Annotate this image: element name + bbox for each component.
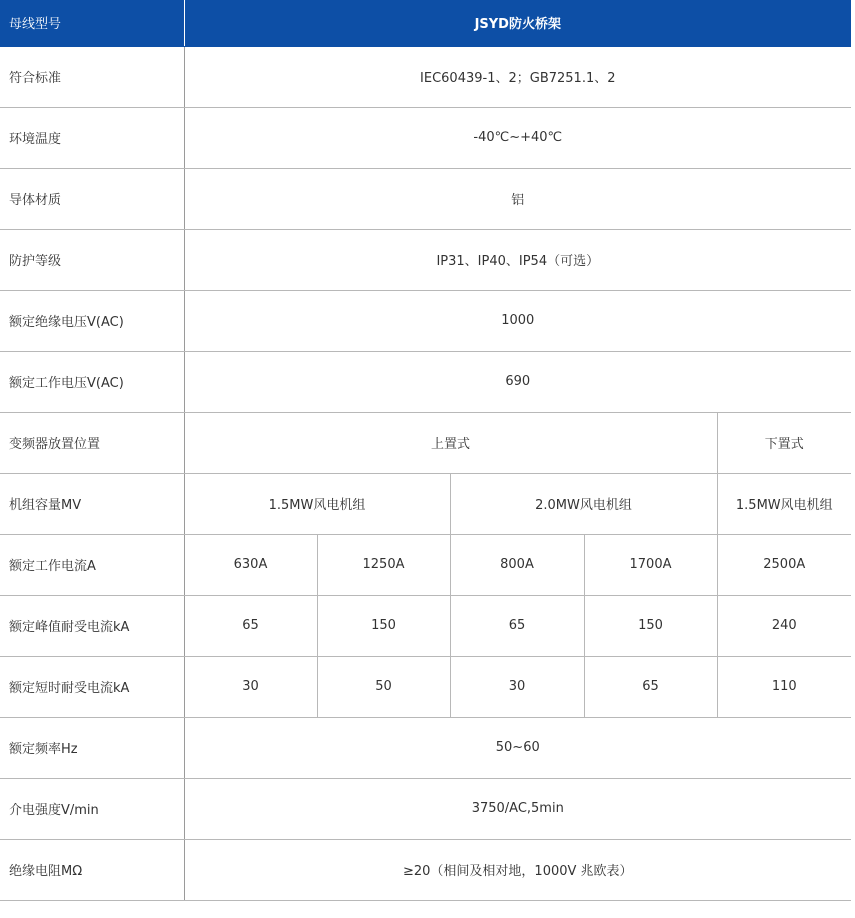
table-row bbox=[0, 656, 851, 717]
row-label: 额定工作电压V(AC) bbox=[0, 351, 184, 412]
row-label: 绝缘电阻MΩ bbox=[0, 839, 184, 900]
row-value: 150 bbox=[317, 595, 450, 656]
row-value: ≥20（相间及相对地，1000V 兆欧表） bbox=[184, 839, 851, 900]
table-row bbox=[0, 290, 851, 351]
table-row bbox=[0, 595, 851, 656]
row-label: 变频器放置位置 bbox=[0, 412, 184, 473]
header-label: 母线型号 bbox=[0, 0, 184, 46]
row-value: 30 bbox=[184, 656, 317, 717]
row-value: 65 bbox=[584, 656, 717, 717]
row-value: 65 bbox=[184, 595, 317, 656]
row-value: 800A bbox=[450, 534, 584, 595]
table-row bbox=[0, 839, 851, 900]
table-row bbox=[0, 168, 851, 229]
row-value: 150 bbox=[584, 595, 717, 656]
row-label: 符合标准 bbox=[0, 46, 184, 107]
table-row bbox=[0, 351, 851, 412]
row-value: 3750/AC,5min bbox=[184, 778, 851, 839]
row-value: 2.0MW风电机组 bbox=[450, 473, 717, 534]
row-value: 1700A bbox=[584, 534, 717, 595]
row-value: 630A bbox=[184, 534, 317, 595]
table-row bbox=[0, 229, 851, 290]
row-label: 额定绝缘电压V(AC) bbox=[0, 290, 184, 351]
table-row bbox=[0, 778, 851, 839]
row-value: 50~60 bbox=[184, 717, 851, 778]
row-value: -40℃~+40℃ bbox=[184, 107, 851, 168]
row-value: 30 bbox=[450, 656, 584, 717]
table-header-row bbox=[0, 0, 851, 46]
row-value: IP31、IP40、IP54（可选） bbox=[184, 229, 851, 290]
row-value: 50 bbox=[317, 656, 450, 717]
table-row bbox=[0, 46, 851, 107]
row-value: 110 bbox=[717, 656, 851, 717]
row-label: 机组容量MV bbox=[0, 473, 184, 534]
header-value: JSYD防火桥架 bbox=[184, 0, 851, 46]
row-value-lower: 下置式 bbox=[717, 412, 851, 473]
table-row bbox=[0, 107, 851, 168]
row-label: 环境温度 bbox=[0, 107, 184, 168]
table-row bbox=[0, 412, 851, 473]
row-value: 1000 bbox=[184, 290, 851, 351]
row-value: IEC60439-1、2；GB7251.1、2 bbox=[184, 46, 851, 107]
row-label: 额定峰值耐受电流kA bbox=[0, 595, 184, 656]
row-value: 240 bbox=[717, 595, 851, 656]
row-value: 1.5MW风电机组 bbox=[717, 473, 851, 534]
row-value: 1250A bbox=[317, 534, 450, 595]
row-value: 690 bbox=[184, 351, 851, 412]
row-label: 额定短时耐受电流kA bbox=[0, 656, 184, 717]
row-value: 1.5MW风电机组 bbox=[184, 473, 450, 534]
table-row bbox=[0, 534, 851, 595]
table-row bbox=[0, 473, 851, 534]
row-value-upper: 上置式 bbox=[184, 412, 717, 473]
row-label: 防护等级 bbox=[0, 229, 184, 290]
row-value: 铝 bbox=[184, 168, 851, 229]
row-label: 额定频率Hz bbox=[0, 717, 184, 778]
row-value: 2500A bbox=[717, 534, 851, 595]
row-label: 额定工作电流A bbox=[0, 534, 184, 595]
row-value: 65 bbox=[450, 595, 584, 656]
table-row bbox=[0, 717, 851, 778]
row-label: 导体材质 bbox=[0, 168, 184, 229]
row-label: 介电强度V/min bbox=[0, 778, 184, 839]
